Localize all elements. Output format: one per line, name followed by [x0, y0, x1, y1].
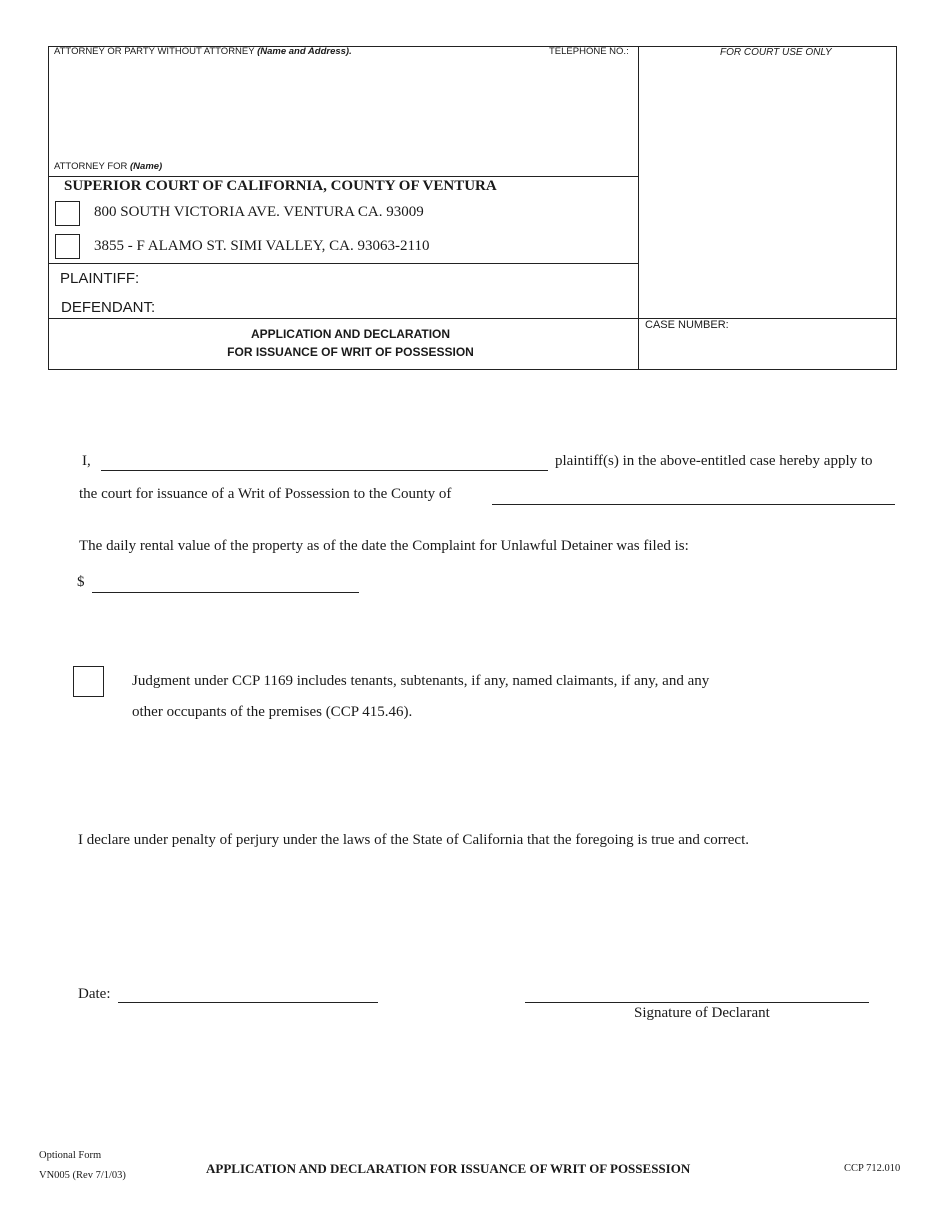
attorney-label-emphasis: (Name and Address). [257, 46, 352, 57]
attorney-for-label [54, 161, 162, 172]
court-issuance-text: the court for issuance of a Writ of Possession to the County of [79, 486, 452, 502]
address-2-text: 3855 - F ALAMO ST. SIMI VALLEY, CA. 93063-2110 [94, 238, 430, 254]
declaration-text: I declare under penalty of perjury under the laws of the State of California that the foregoing is true and correct. [78, 832, 749, 848]
case-number-label: CASE NUMBER: [645, 319, 729, 331]
case-number-field[interactable] [642, 334, 894, 368]
i-label: I, [82, 453, 91, 469]
caption-rule-title [48, 318, 897, 319]
caption-rule-parties [48, 263, 639, 264]
optional-form-label: Optional Form [39, 1150, 102, 1161]
attorney-label-text: ATTORNEY OR PARTY WITHOUT ATTORNEY [54, 46, 255, 57]
apply-text: plaintiff(s) in the above-entitled case hereby apply to [555, 453, 873, 469]
court-name: SUPERIOR COURT OF CALIFORNIA, COUNTY OF VENTURA [64, 178, 497, 194]
rental-value-text: The daily rental value of the property as of the date the Complaint for Unlawful Detainer was filed is: [79, 538, 689, 554]
attorney-name-address-field[interactable] [50, 60, 636, 158]
caption-rule-court [48, 176, 639, 177]
date-label: Date: [78, 986, 111, 1002]
address-1-checkbox[interactable] [55, 201, 80, 226]
rental-amount-field[interactable] [92, 592, 359, 593]
telephone-label: TELEPHONE NO.: [549, 46, 629, 57]
attorney-for-text: ATTORNEY FOR [54, 161, 128, 172]
judgment-text-1: Judgment under CCP 1169 includes tenants, subtenants, if any, named claimants, if any, and any [132, 673, 710, 689]
judgment-text-2: other occupants of the premises (CCP 415.46). [132, 704, 413, 720]
plaintiff-label: PLAINTIFF: [60, 270, 140, 287]
address-2-checkbox[interactable] [55, 234, 80, 259]
signature-label: Signature of Declarant [634, 1005, 770, 1021]
defendant-label: DEFENDANT: [61, 299, 156, 316]
plaintiff-name-field[interactable] [101, 470, 548, 471]
attorney-label [54, 46, 352, 57]
court-use-label: FOR COURT USE ONLY [720, 47, 832, 58]
judgment-checkbox[interactable] [73, 666, 104, 697]
footer-title: APPLICATION AND DECLARATION FOR ISSUANCE OF WRIT OF POSSESSION [206, 1161, 691, 1176]
footer-code: CCP 712.010 [844, 1163, 901, 1174]
caption-title-2: FOR ISSUANCE OF WRIT OF POSSESSION [227, 345, 474, 359]
signature-field[interactable] [525, 1002, 869, 1003]
attorney-for-emphasis: (Name) [130, 161, 163, 172]
court-use-area [642, 62, 894, 314]
dollar-sign: $ [77, 574, 85, 590]
caption-title-1: APPLICATION AND DECLARATION [250, 327, 451, 341]
county-field[interactable] [492, 504, 895, 505]
caption-divider-vertical [638, 46, 639, 370]
date-field[interactable] [118, 1002, 378, 1003]
address-1-text: 800 SOUTH VICTORIA AVE. VENTURA CA. 93009 [94, 204, 424, 220]
form-number: VN005 (Rev 7/1/03) [39, 1170, 126, 1181]
